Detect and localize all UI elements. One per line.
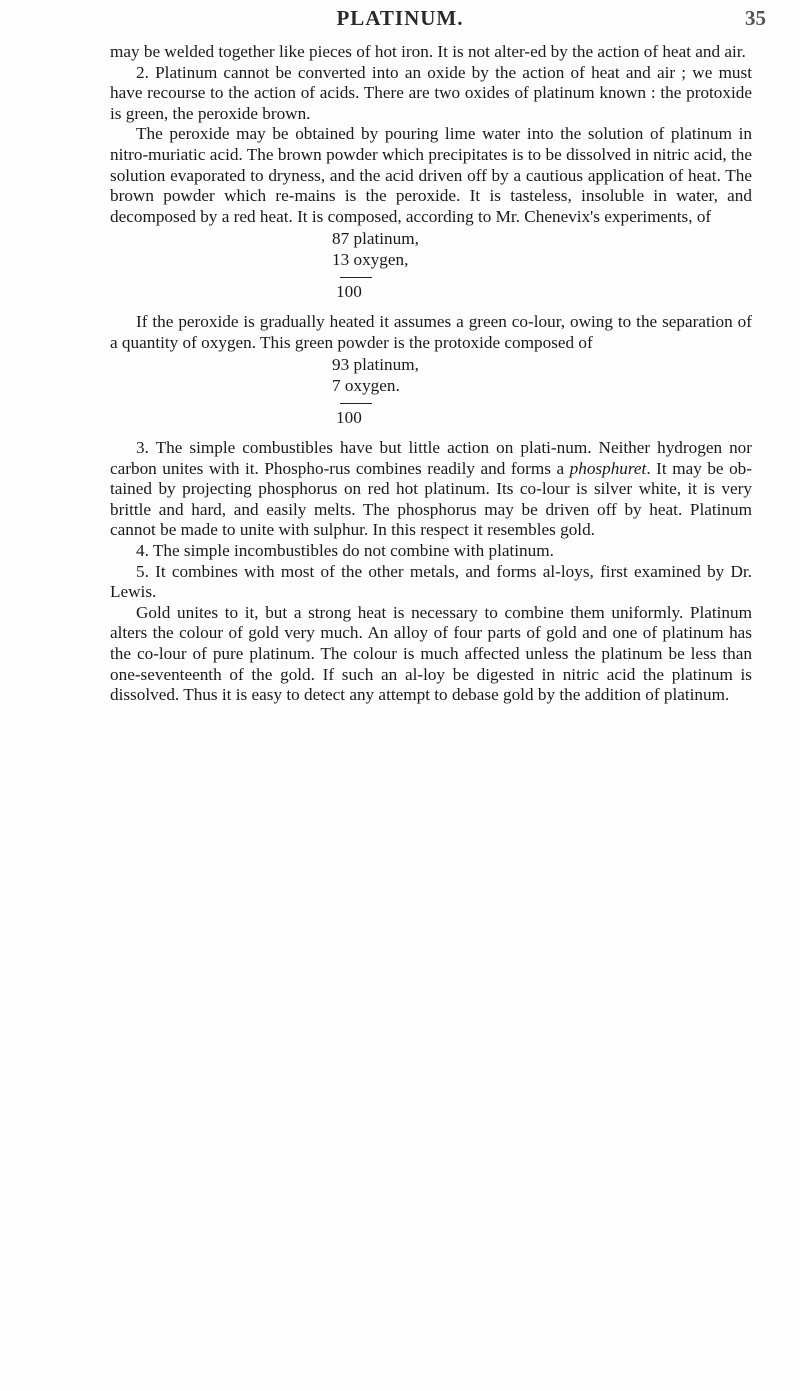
paragraph-protoxide: If the peroxide is gradually heated it assumes a green co-lour, owing to the separation of a quantity of oxygen. This green powder is the protoxide composed of xyxy=(110,312,752,352)
peroxide-composition xyxy=(332,229,752,270)
protoxide-platinum: 93 platinum, xyxy=(332,355,419,375)
sum-rule xyxy=(340,277,372,278)
peroxide-platinum: 87 platinum, xyxy=(332,229,419,249)
combustibles-text-start: 3. The simple combustibles have but little action on plati-num. Neither hydrogen nor carbon unites with it. Phospho-rus combines readily and forms a xyxy=(110,438,752,478)
running-header xyxy=(0,6,800,36)
paragraph-peroxide: The peroxide may be obtained by pouring lime water into the solution of platinum in nitro-muriatic acid. The brown powder which precipitates is to be dissolved in nitric acid, the solution evaporated to dryness, and the acid driven off by a cautious application of heat. The brown powder which re-mains is the peroxide. It is tasteless, insoluble in water, and decomposed by a red heat. It is composed, according to Mr. Chenevix's experiments, of xyxy=(110,124,752,226)
peroxide-oxygen: 13 oxygen, xyxy=(332,249,409,269)
body-text xyxy=(110,42,752,706)
paragraph-oxides: 2. Platinum cannot be converted into an oxide by the action of heat and air ; we must have recourse to the action of acids. There are two oxides of platinum known : the protoxide is green, the peroxide brown. xyxy=(110,62,752,123)
paragraph-incombustibles: 4. The simple incombustibles do not combine with platinum. xyxy=(136,541,554,561)
sum-rule xyxy=(340,403,372,404)
paragraph-gold: Gold unites to it, but a strong heat is necessary to combine them uniformly. Platinum alters the colour of gold very much. An alloy of four parts of gold and one of platinum has the co-lour of pure platinum. The colour is much affected unless the platinum be less than one-seventeenth of the gold. If such an al-loy be digested in nitric acid the platinum is dissolved. Thus it is easy to detect any attempt to debase gold by the addition of platinum. xyxy=(110,602,752,705)
page-number: 35 xyxy=(745,6,766,30)
peroxide-total: 100 xyxy=(336,281,362,301)
combustibles-text-end: . It may be ob-tained by projecting phosphorus on red hot platinum. Its co-lour is silver white, it is very brittle and hard, and easily melts. The phosphorus may be driven off by heat. Platinum cannot be made to unite with sulphur. In this respect it resembles gold. xyxy=(110,458,752,540)
protoxide-oxygen: 7 oxygen. xyxy=(332,375,400,395)
protoxide-total: 100 xyxy=(336,407,362,427)
paragraph-combustibles xyxy=(110,438,752,541)
running-title: PLATINUM. xyxy=(336,6,464,30)
protoxide-composition xyxy=(332,355,752,396)
paragraph-alloys: 5. It combines with most of the other metals, and forms al-loys, first examined by Dr. Lewis. xyxy=(110,561,752,602)
phosphuret-term: phosphuret xyxy=(569,458,647,478)
paragraph-welded: may be welded together like pieces of hot iron. It is not alter-ed by the action of heat and air. xyxy=(110,42,746,61)
